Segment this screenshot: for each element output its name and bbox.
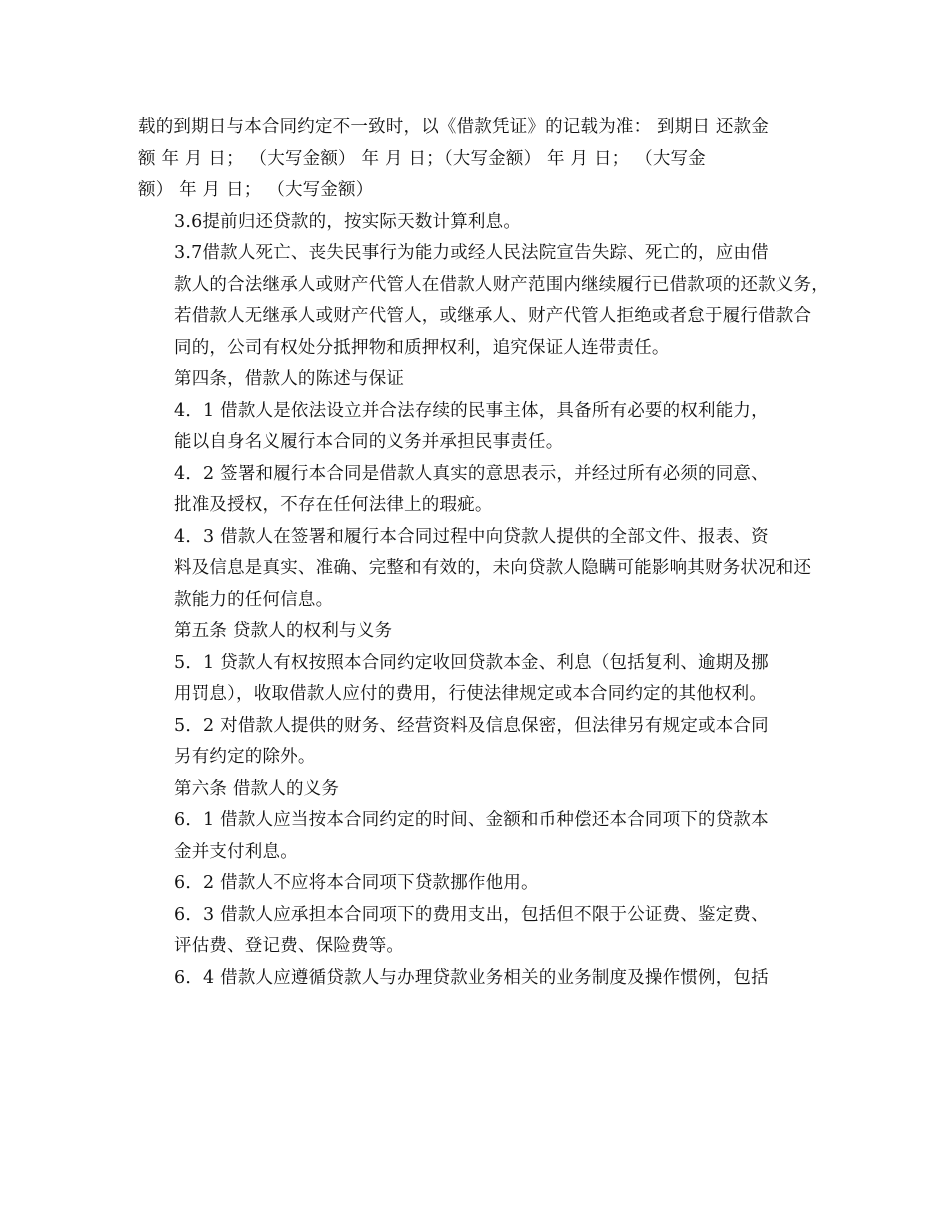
- text-line: 6．3 借款人应承担本合同项下的费用支出，包括但不限于公证费、鉴定费、: [174, 904, 769, 925]
- paragraph: [138, 364, 814, 396]
- text-line: 额） 年 月 日； （大写金额）: [138, 180, 374, 200]
- text-line: 4．3 借款人在签署和履行本合同过程中向贷款人提供的全部文件、报表、资: [174, 526, 769, 547]
- paragraph: [138, 616, 814, 648]
- paragraph: [138, 963, 814, 995]
- paragraph: [138, 900, 814, 963]
- text-line: 第六条 借款人的义务: [174, 778, 340, 799]
- paragraph: [138, 522, 814, 617]
- paragraph: [138, 868, 814, 900]
- text-line: 评估费、登记费、保险费等。: [174, 936, 405, 956]
- text-line: 6．4 借款人应遵循贷款人与办理贷款业务相关的业务制度及操作惯例，包括: [174, 967, 769, 988]
- text-line: 3.6提前归还贷款的，按实际天数计算利息。: [174, 211, 522, 232]
- paragraph: [138, 238, 829, 364]
- text-line: 第四条，借款人的陈述与保证: [174, 369, 405, 389]
- text-line: 用罚息），收取借款人应付的费用，行使法律规定或本合同约定的其他权利。: [174, 684, 768, 704]
- text-line: 3.7借款人死亡、丧失民事行为能力或经人民法院宣告失踪、死亡的，应由借: [174, 243, 769, 263]
- text-line: 第五条 贷款人的权利与义务: [174, 621, 393, 641]
- text-line: 4．1 借款人是依法设立并合法存续的民事主体，具备所有必要的权利能力，: [174, 400, 769, 421]
- text-line: 同的，公司有权处分抵押物和质押权利，追究保证人连带责任。: [174, 337, 670, 358]
- text-line: 4．2 签署和履行本合同是借款人真实的意思表示，并经过所有必须的同意、: [174, 463, 769, 484]
- text-line: 5．1 贷款人有权按照本合同约定收回贷款本金、利息（包括复利、逾期及挪: [174, 652, 769, 673]
- text-line: 金并支付利息。: [174, 841, 298, 862]
- text-line: 6．2 借款人不应将本合同项下贷款挪作他用。: [174, 873, 539, 893]
- text-line: 5．2 对借款人提供的财务、经营资料及信息保密，但法律另有规定或本合同: [174, 715, 769, 736]
- paragraph: [138, 459, 814, 522]
- paragraph: [138, 207, 814, 239]
- text-line: 额 年 月 日； （大写金额） 年 月 日；（大写金额） 年 月 日； （大写金: [138, 148, 706, 169]
- paragraph: [138, 805, 814, 868]
- paragraph: [138, 396, 814, 459]
- text-line: 载的到期日与本合同约定不一致时，以《借款凭证》的记载为准： 到期日 还款金: [138, 117, 770, 137]
- text-line: 能以自身名义履行本合同的义务并承担民事责任。: [174, 432, 564, 452]
- paragraph: [138, 774, 814, 806]
- text-line: 款能力的任何信息。: [174, 589, 334, 610]
- paragraph: [138, 711, 814, 774]
- text-line: 款人的合法继承人或财产代管人在借款人财产范围内继续履行已借款项的还款义务，: [174, 274, 829, 295]
- paragraph: [138, 112, 814, 207]
- paragraph: [138, 648, 814, 711]
- text-line: 批准及授权，不存在任何法律上的瑕疵。: [174, 495, 493, 515]
- text-line: 料及信息是真实、准确、完整和有效的，未向贷款人隐瞒可能影响其财务状况和还: [174, 558, 812, 578]
- text-line: 另有约定的除外。: [174, 747, 316, 767]
- text-line: 6．1 借款人应当按本合同约定的时间、金额和币种偿还本合同项下的贷款本: [174, 810, 769, 830]
- text-line: 若借款人无继承人或财产代管人，或继承人、财产代管人拒绝或者怠于履行借款合: [174, 306, 812, 326]
- document-page: [138, 112, 829, 994]
